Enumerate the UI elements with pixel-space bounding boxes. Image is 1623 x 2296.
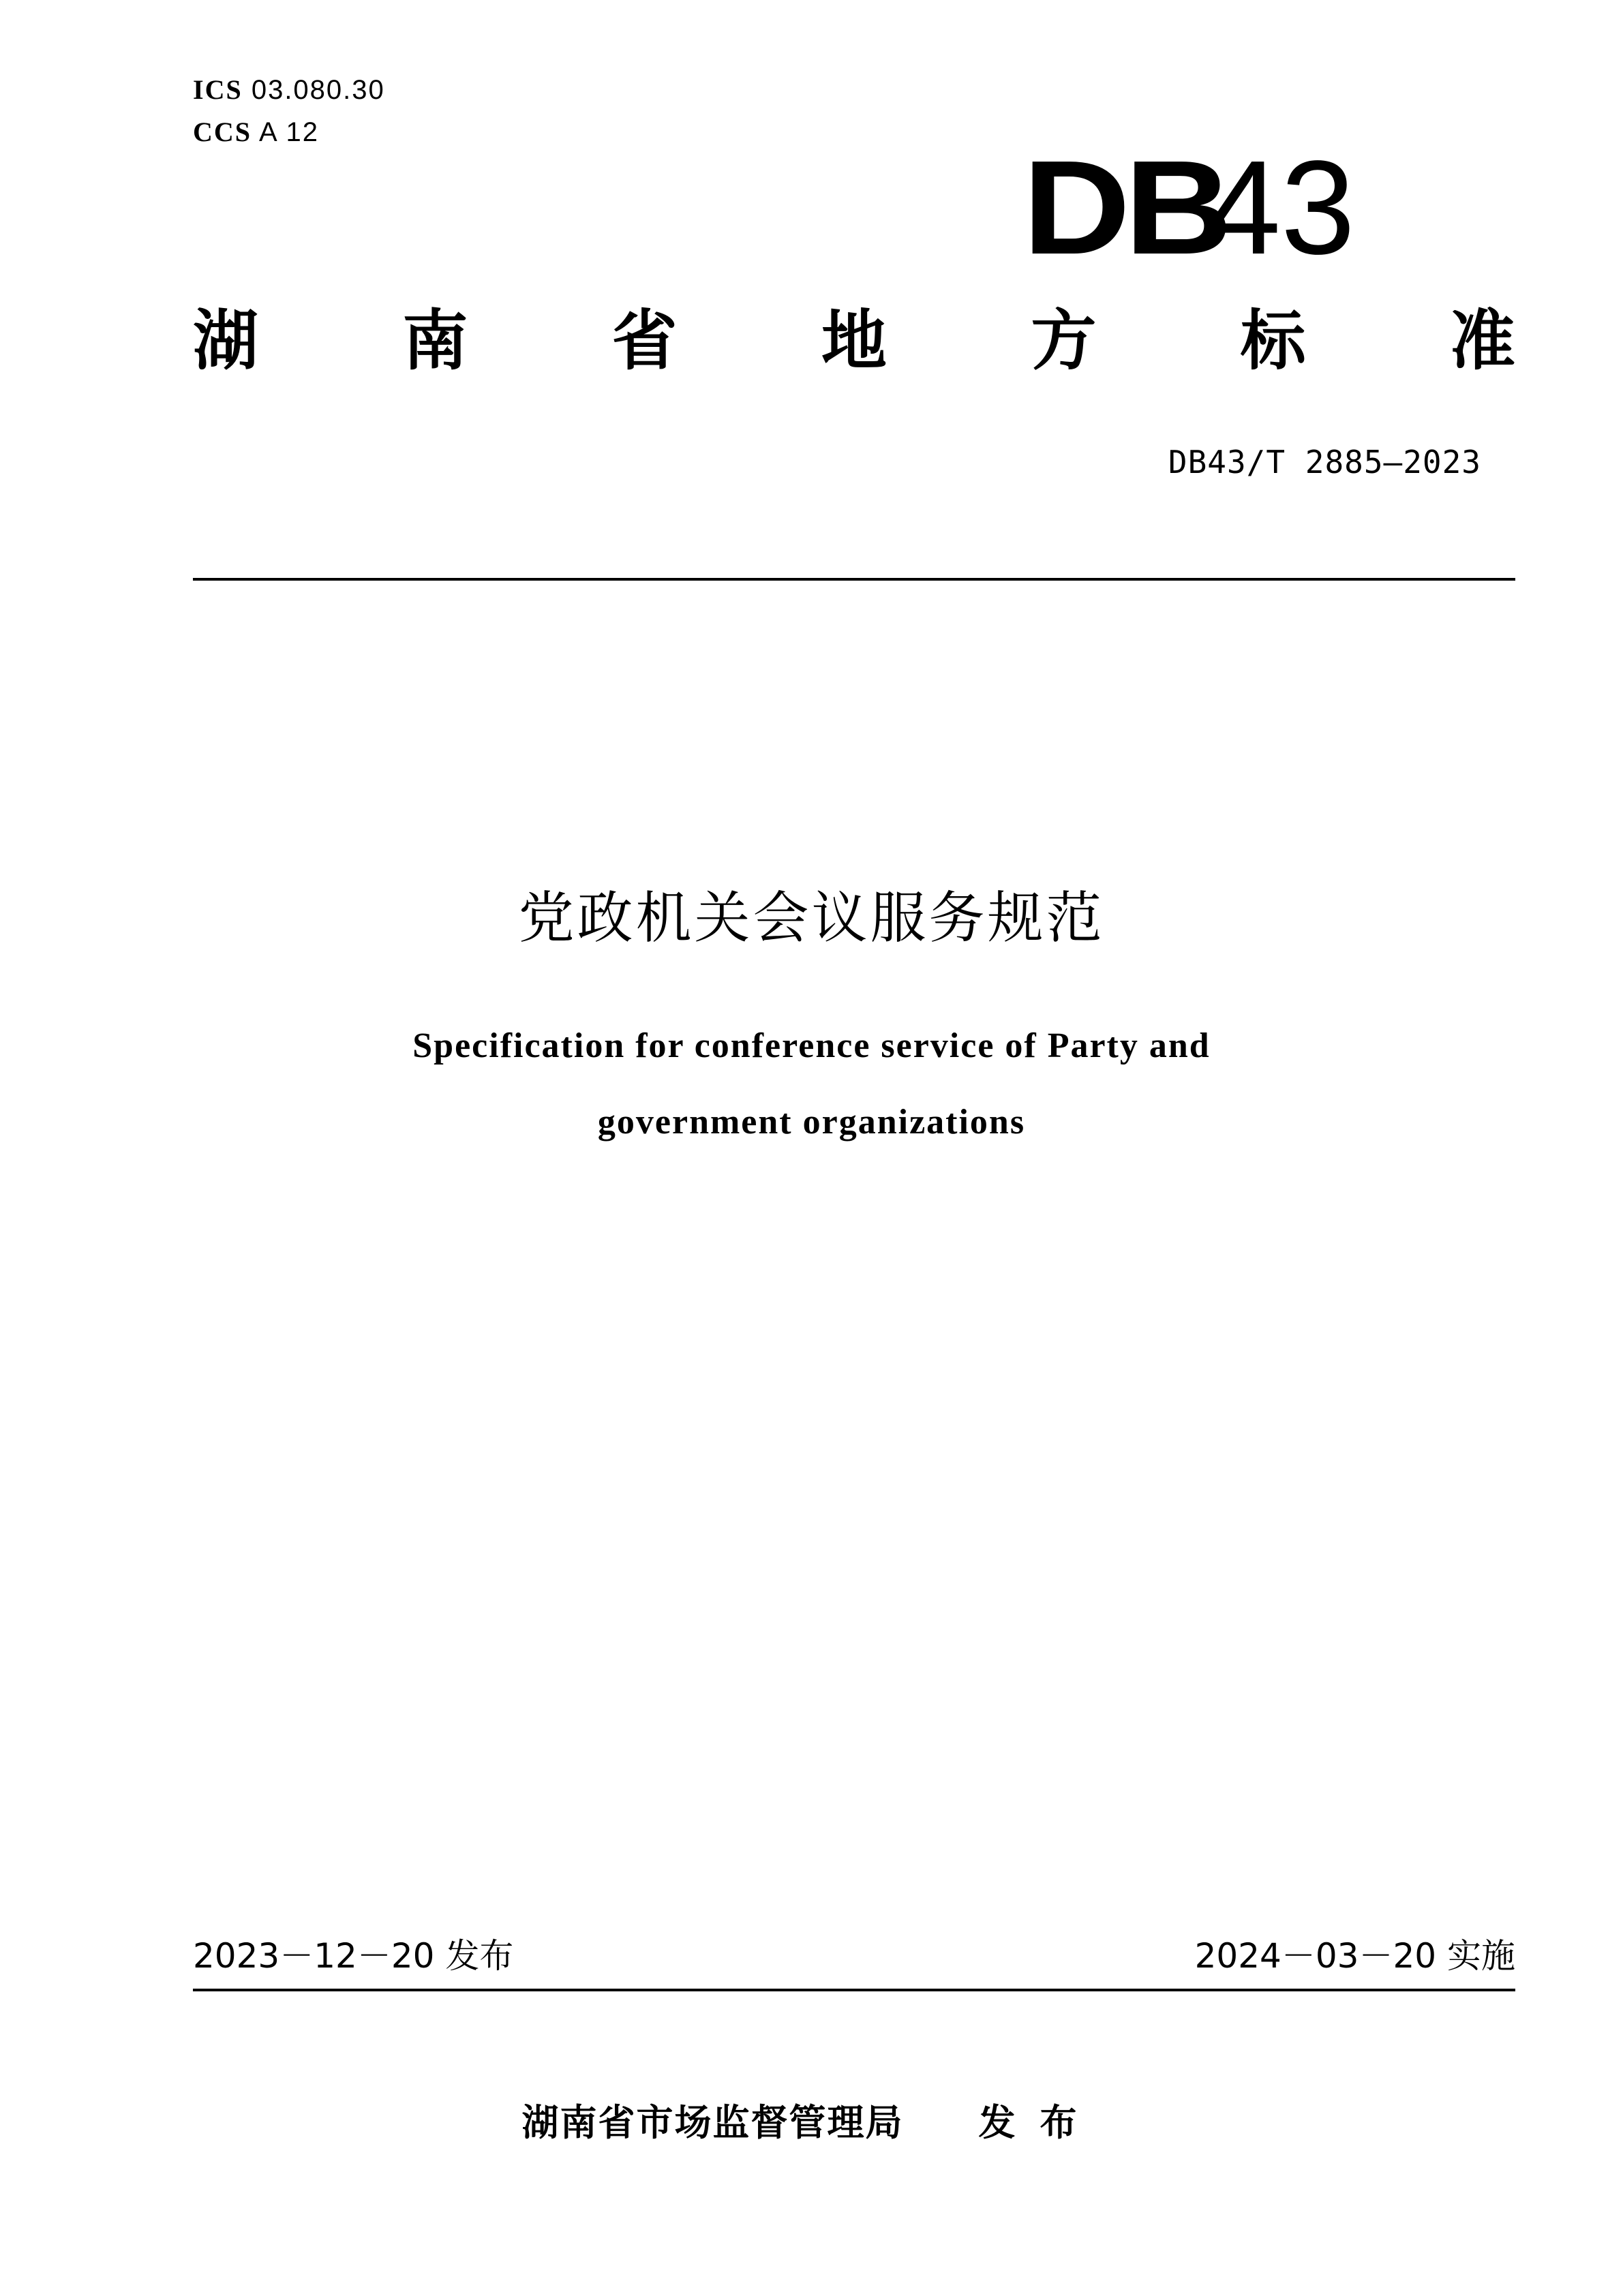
- implementation-date: 2024－03－20 实施: [1194, 1936, 1515, 1976]
- standard-type-char: 地: [821, 303, 887, 379]
- standard-type-heading: [193, 300, 1515, 382]
- ccs-classification: [193, 116, 319, 149]
- standard-type-char: 方: [1031, 303, 1097, 379]
- title-english-line2: government organizations: [597, 1103, 1026, 1142]
- logo-number: 43: [1207, 133, 1356, 282]
- title-english-line1: Specification for conference service of Party and: [412, 1026, 1211, 1065]
- publisher-line: [0, 2099, 1623, 2147]
- db43-logo: [1022, 133, 1356, 282]
- title-chinese: 党政机关会议服务规范: [518, 886, 1105, 951]
- standard-type-char: 准: [1449, 303, 1515, 379]
- publisher-action: 发布: [978, 2101, 1102, 2144]
- ics-label: ICS: [193, 74, 243, 105]
- issue-date: 2023－12－20 发布: [193, 1936, 514, 1976]
- standard-number: DB43/T 2885—2023: [1168, 444, 1481, 480]
- top-divider: [193, 578, 1515, 581]
- ccs-code: A 12: [258, 117, 320, 147]
- publisher-organization: 湖南省市场监督管理局: [521, 2101, 904, 2144]
- ccs-label: CCS: [193, 117, 252, 147]
- bottom-divider: [193, 1989, 1515, 1991]
- standard-type-char: 标: [1240, 303, 1306, 379]
- standard-type-char: 湖: [193, 303, 258, 379]
- ics-classification: [193, 74, 385, 106]
- standard-type-char: 省: [611, 303, 678, 379]
- standard-type-char: 南: [402, 303, 468, 379]
- logo-prefix: DB: [1022, 133, 1227, 282]
- ics-code: 03.080.30: [251, 75, 385, 105]
